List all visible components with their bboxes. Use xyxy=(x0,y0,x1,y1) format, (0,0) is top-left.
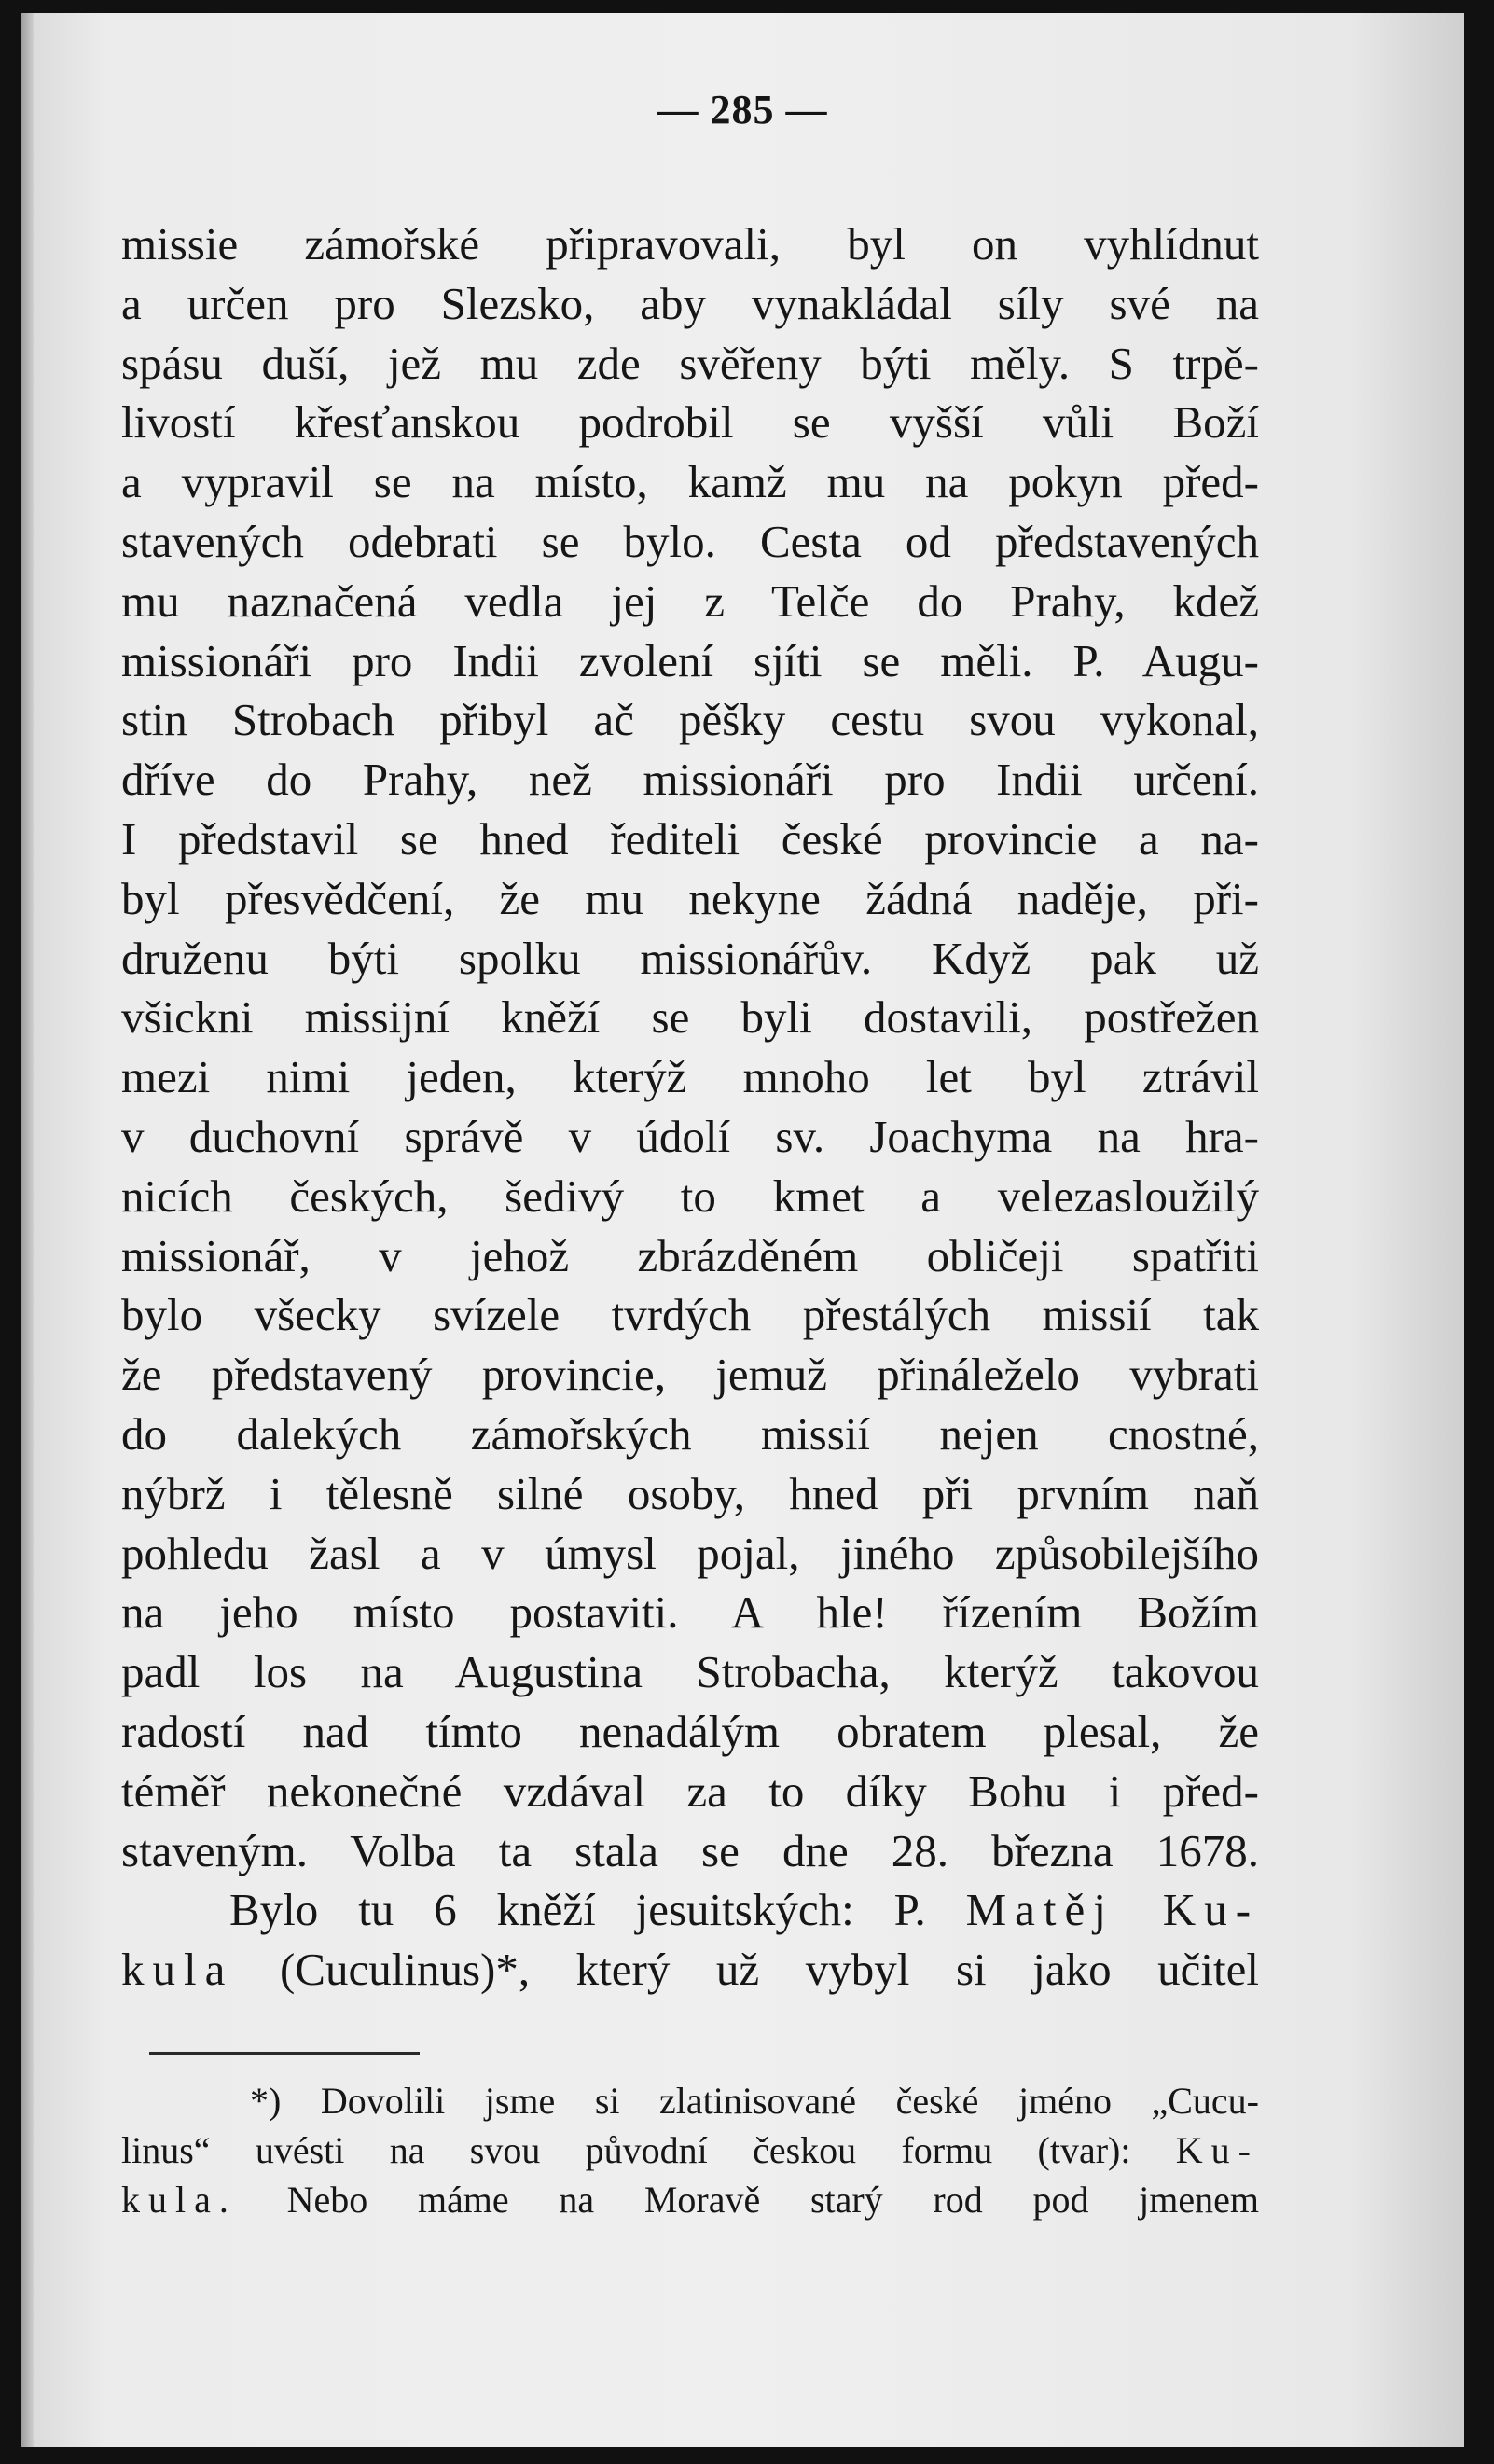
footnote-divider xyxy=(149,2052,420,2055)
text-line: stin Strobach přibyl ač pěšky cestu svou vykonal, xyxy=(121,694,1259,746)
spaced-name: kula xyxy=(121,1944,234,1996)
text-line: druženu býti spolku missionářův. Když pak už xyxy=(121,932,1259,984)
footnote-line: *) Dovolili jsme si zlatinisované české jméno „Cucu- xyxy=(250,2080,1259,2122)
footnote-line xyxy=(121,2125,1259,2175)
text-line: všickni missijní kněží se byli dostavili, postřežen xyxy=(121,991,1259,1044)
spaced-name: Matěj Ku- xyxy=(965,1884,1260,1936)
book-page xyxy=(21,13,1464,2447)
text-line: spásu duší, jež mu zde svěřeny býti měly. S trpě- xyxy=(121,337,1259,389)
text-line: nicích českých, šedivý to kmet a velezasloužilý xyxy=(121,1170,1259,1222)
text-line: mu naznačená vedla jej z Telče do Prahy, kdež xyxy=(121,574,1259,627)
text-segment: Bylo tu 6 kněží jesuitských: P. xyxy=(229,1884,926,1936)
text-line: dříve do Prahy, než missionáři pro Indii určení. xyxy=(121,754,1259,806)
footnote xyxy=(121,2076,1259,2224)
text-line xyxy=(121,1940,1259,2000)
text-line: v duchovní správě v údolí sv. Joachyma na hra- xyxy=(121,1110,1259,1162)
text-segment: (Cuculinus)*, který už vybyl si jako učitel xyxy=(279,1944,1260,1996)
text-line: padl los na Augustina Strobacha, kterýž takovou xyxy=(121,1646,1259,1698)
text-line: missie zámořské připravovali, byl on vyhlídnut xyxy=(121,218,1259,270)
text-line: a vypravil se na místo, kamž mu na pokyn před- xyxy=(121,456,1259,508)
text-line: missionář, v jehož zbrázděném obličeji spatřiti xyxy=(121,1229,1259,1281)
text-line: radostí nad tímto nenadálým obratem plesal, že xyxy=(121,1705,1259,1757)
text-line: do dalekých zámořských missií nejen cnostné, xyxy=(121,1407,1259,1460)
page-gutter xyxy=(21,13,34,2447)
text-line: že představený provincie, jemuž přináleželo vybrati xyxy=(121,1349,1259,1401)
text-line: stavených odebrati se bylo. Cesta od představených xyxy=(121,515,1259,567)
text-line: a určen pro Slezsko, aby vynakládal síly své na xyxy=(121,277,1259,329)
text-line: pohledu žasl a v úmysl pojal, jiného způsobilejšího xyxy=(121,1527,1259,1579)
text-line: mezi nimi jeden, kterýž mnoho let byl ztrávil xyxy=(121,1051,1259,1103)
text-segment: Nebo máme na Moravě starý rod pod jmenem xyxy=(286,2179,1260,2221)
text-line: missionáři pro Indii zvolení sjíti se měli. P. Augu- xyxy=(121,634,1259,686)
main-text xyxy=(121,215,1259,2000)
paragraph-first-line xyxy=(121,1880,1259,1940)
page-number: — 285 — xyxy=(657,87,828,132)
text-line: staveným. Volba ta stala se dne 28. března 1678. xyxy=(121,1824,1259,1876)
footnote-line xyxy=(121,2175,1259,2224)
text-line: I představil se hned řediteli české provincie a na- xyxy=(121,812,1259,865)
text-line: nýbrž i tělesně silné osoby, hned při prvním naň xyxy=(121,1467,1259,1519)
spaced-name: kula. xyxy=(121,2179,237,2221)
spaced-name: Ku- xyxy=(1175,2129,1260,2171)
text-line: livostí křesťanskou podrobil se vyšší vůli Boží xyxy=(121,396,1259,449)
text-line: byl přesvědčení, že mu nekyne žádná naděje, při- xyxy=(121,872,1259,924)
text-segment: linus“ uvésti na svou původní českou formu (tvar): xyxy=(121,2129,1131,2171)
text-line: na jeho místo postaviti. A hle! řízením Božím xyxy=(121,1586,1259,1639)
text-line: téměř nekonečné vzdával za to díky Bohu i před- xyxy=(121,1765,1259,1817)
text-line: bylo všecky svízele tvrdých přestálých missií tak xyxy=(121,1289,1259,1341)
